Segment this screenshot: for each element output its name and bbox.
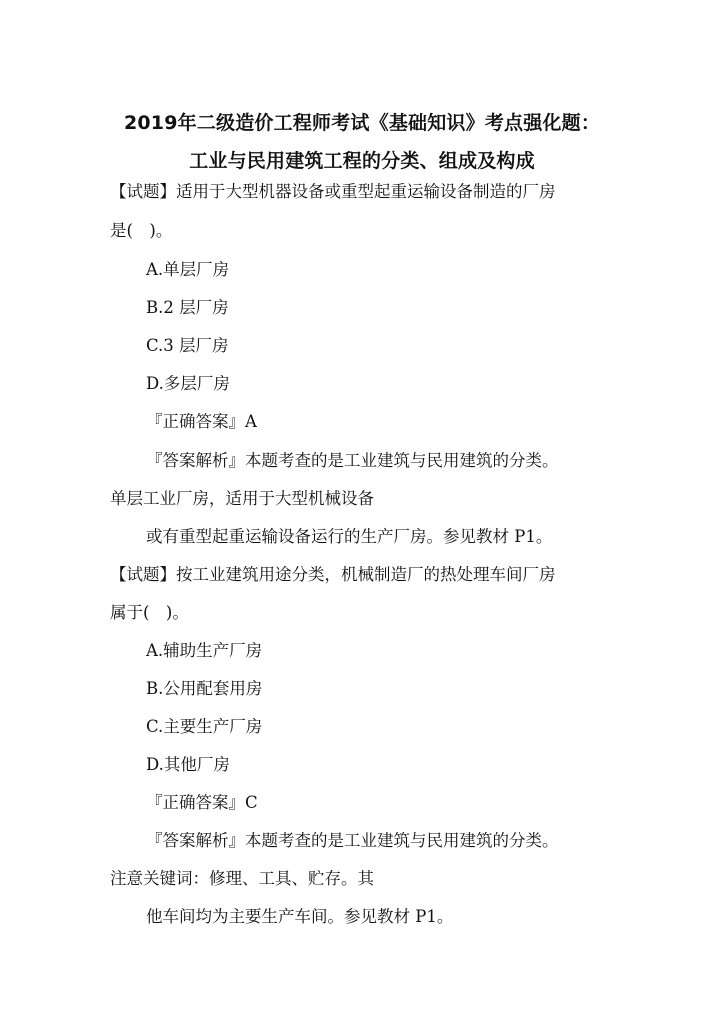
q2-analysis-line-3: 他车间均为主要生产车间。参见教材 P1。 [146, 907, 454, 926]
q2-option-a: A.辅助生产厂房 [146, 641, 263, 660]
q1-option-d: D.多层厂房 [146, 374, 230, 393]
q2-analysis-line-1: 『答案解析』本题考查的是工业建筑与民用建筑的分类。 [146, 831, 559, 850]
q1-analysis-line-3: 或有重型起重运输设备运行的生产厂房。参见教材 P1。 [146, 527, 553, 546]
q1-stem-line-1: 【试题】适用于大型机器设备或重型起重运输设备制造的厂房 [110, 182, 556, 201]
q1-option-a: A.单层厂房 [146, 260, 230, 279]
q1-analysis-line-1: 『答案解析』本题考查的是工业建筑与民用建筑的分类。 [146, 451, 559, 470]
q2-stem-line-1: 【试题】按工业建筑用途分类，机械制造厂的热处理车间厂房 [110, 565, 556, 584]
document-title-line-2: 工业与民用建筑工程的分类、组成及构成 [189, 150, 535, 172]
q2-option-b: B.公用配套用房 [146, 679, 263, 698]
q1-option-c: C.3 层厂房 [146, 336, 229, 355]
q2-stem-line-2: 属于( )。 [110, 603, 189, 622]
q2-option-c: C.主要生产厂房 [146, 717, 263, 736]
q1-correct-answer: 『正确答案』A [146, 412, 257, 431]
document-title-line-1: 2019年二级造价工程师考试《基础知识》考点强化题： [123, 112, 601, 134]
q2-analysis-line-2: 注意关键词：修理、工具、贮存。其 [110, 869, 374, 888]
q2-option-d: D.其他厂房 [146, 755, 230, 774]
q2-correct-answer: 『正确答案』C [146, 793, 258, 812]
q1-analysis-line-2: 单层工业厂房，适用于大型机械设备 [110, 489, 374, 508]
q1-option-b: B.2 层厂房 [146, 298, 229, 317]
q1-stem-line-2: 是( )。 [110, 221, 173, 240]
